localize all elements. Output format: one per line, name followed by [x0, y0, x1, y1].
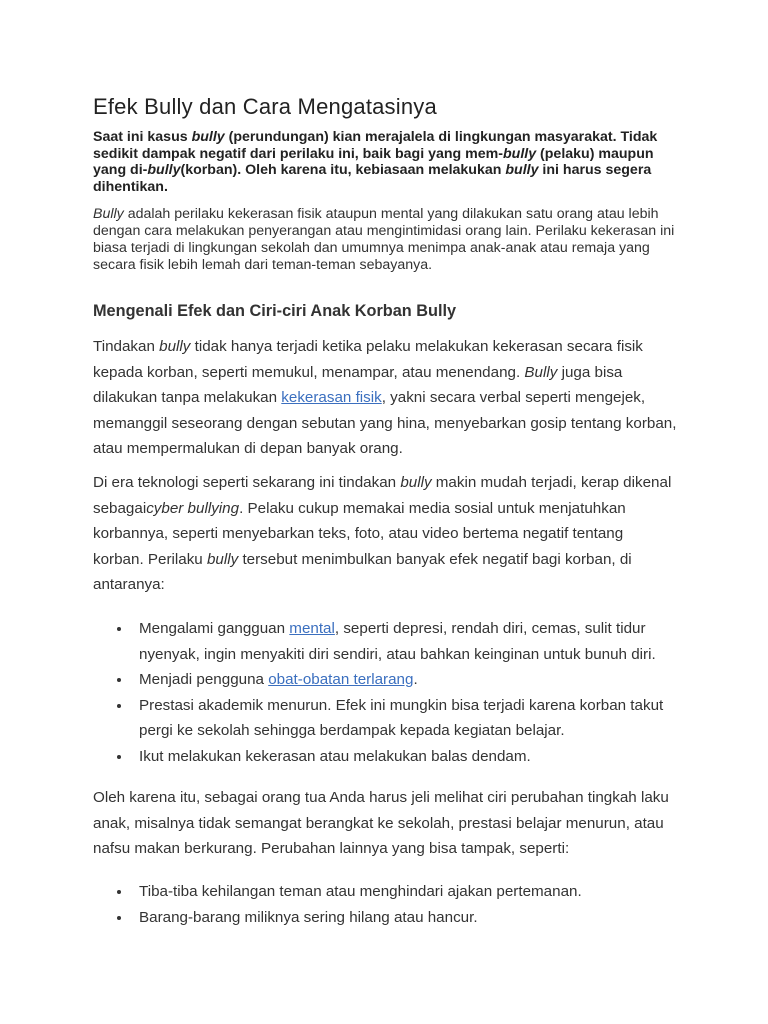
body-text: . Pelaku cukup memakai media sosial untuk menjatuhkan korbannya, seperti menyebarkan teks, foto, atau video bertema negatif tentang korban. Perilaku — [93, 499, 626, 568]
list-item — [93, 616, 683, 667]
body-text: Tindakan — [93, 338, 160, 355]
intro-paragraph — [93, 206, 678, 274]
article-title: Efek Bully dan Cara Mengatasinya — [93, 94, 437, 119]
list-item-text: . — [413, 671, 418, 688]
effects-list — [93, 616, 683, 769]
lead-text: Saat ini kasus — [93, 129, 192, 145]
lead-term: bully — [147, 162, 181, 178]
body-term: Bully — [524, 363, 558, 381]
lead-text: (perundungan) kian merajalela di lingkungan masyarakat. Tidak sedikit dampak negatif dari perilaku ini, baik bagi yang mem- — [93, 129, 658, 162]
link-kekerasan-fisik[interactable]: kekerasan fisik — [281, 389, 382, 406]
link-obat-obatan-terlarang[interactable]: obat-obatan terlarang — [268, 671, 414, 688]
body-paragraph-2 — [93, 470, 678, 598]
body-term: bully — [400, 474, 432, 491]
intro-term: Bully — [93, 206, 124, 222]
body-paragraph-3: Oleh karena itu, sebagai orang tua Anda harus jeli melihat ciri perubahan tingkah laku anak, misalnya tidak semangat berangkat ke sekolah, prestasi belajar menurun, atau nafsu makan berkurang. Perubahan lainnya yang bisa tampak, seperti: — [93, 789, 669, 857]
lead-term: bully — [505, 162, 539, 178]
list-item — [93, 879, 683, 905]
body-term: bully — [206, 550, 239, 568]
list-item — [93, 693, 683, 744]
body-text: juga bisa dilakukan tanpa melakukan — [93, 363, 623, 406]
section-heading: Mengenali Efek dan Ciri-ciri Anak Korban Bully — [93, 302, 457, 320]
lead-term: bully — [191, 129, 225, 145]
list-item-text: Menjadi pengguna — [139, 671, 269, 688]
list-item — [93, 744, 683, 770]
signs-list — [93, 879, 683, 930]
body-text: , yakni secara verbal seperti mengejek, memanggil seseorang dengan sebutan yang hina, menyebarkan gosip tentang korban, atau mempermalukan di depan banyak orang. — [93, 389, 677, 457]
body-text: Di era teknologi seperti sekarang ini tindakan — [93, 474, 401, 491]
list-item-text: Ikut melakukan kekerasan atau melakukan balas dendam. — [139, 747, 531, 765]
link-mental[interactable]: mental — [289, 620, 335, 637]
lead-paragraph — [93, 129, 673, 195]
list-item-text: , seperti depresi, rendah diri, cemas, sulit tidur nyenyak, ingin menyakiti diri sendiri, atau bahkan keinginan untuk bunuh diri. — [139, 620, 656, 663]
intro-text: adalah perilaku kekerasan fisik ataupun mental yang dilakukan satu orang atau lebih dengan cara melakukan penyerangan atau mengintimidasi orang lain. Perilaku kekerasan ini biasa terjadi di lingkungan sekolah dan umumnya menimpa anak-anak atau remaja yang secara fisik lebih lemah dari teman-teman sebayanya. — [93, 206, 675, 273]
body-text: tidak hanya terjadi ketika pelaku melakukan kekerasan secara fisik kepada korban, seperti memukul, menampar, atau menendang. — [93, 338, 643, 381]
lead-term: bully — [502, 145, 537, 162]
list-item-text: Barang-barang miliknya sering hilang atau hancur. — [139, 908, 478, 926]
list-item-text: Mengalami gangguan — [139, 620, 290, 637]
lead-text: (pelaku) maupun yang di- — [93, 145, 654, 178]
lead-text: (korban). Oleh karena itu, kebiasaan melakukan — [180, 162, 506, 178]
body-text: makin mudah terjadi, kerap dikenal sebagai — [93, 474, 672, 517]
body-paragraph-1 — [93, 334, 678, 462]
list-item-text: Tiba-tiba kehilangan teman atau menghindari ajakan pertemanan. — [139, 883, 582, 900]
body-term: cyber bullying — [146, 499, 240, 517]
lead-text: ini harus segera dihentikan. — [93, 162, 652, 195]
list-item — [93, 905, 683, 931]
list-item — [93, 667, 683, 693]
body-term: bully — [159, 338, 191, 355]
list-item-text: Prestasi akademik menurun. Efek ini mungkin bisa terjadi karena korban takut pergi ke sekolah sehingga berdampak kepada kegiatan belajar. — [139, 696, 664, 739]
body-text: tersebut menimbulkan banyak efek negatif bagi korban, di antaranya: — [93, 550, 632, 593]
